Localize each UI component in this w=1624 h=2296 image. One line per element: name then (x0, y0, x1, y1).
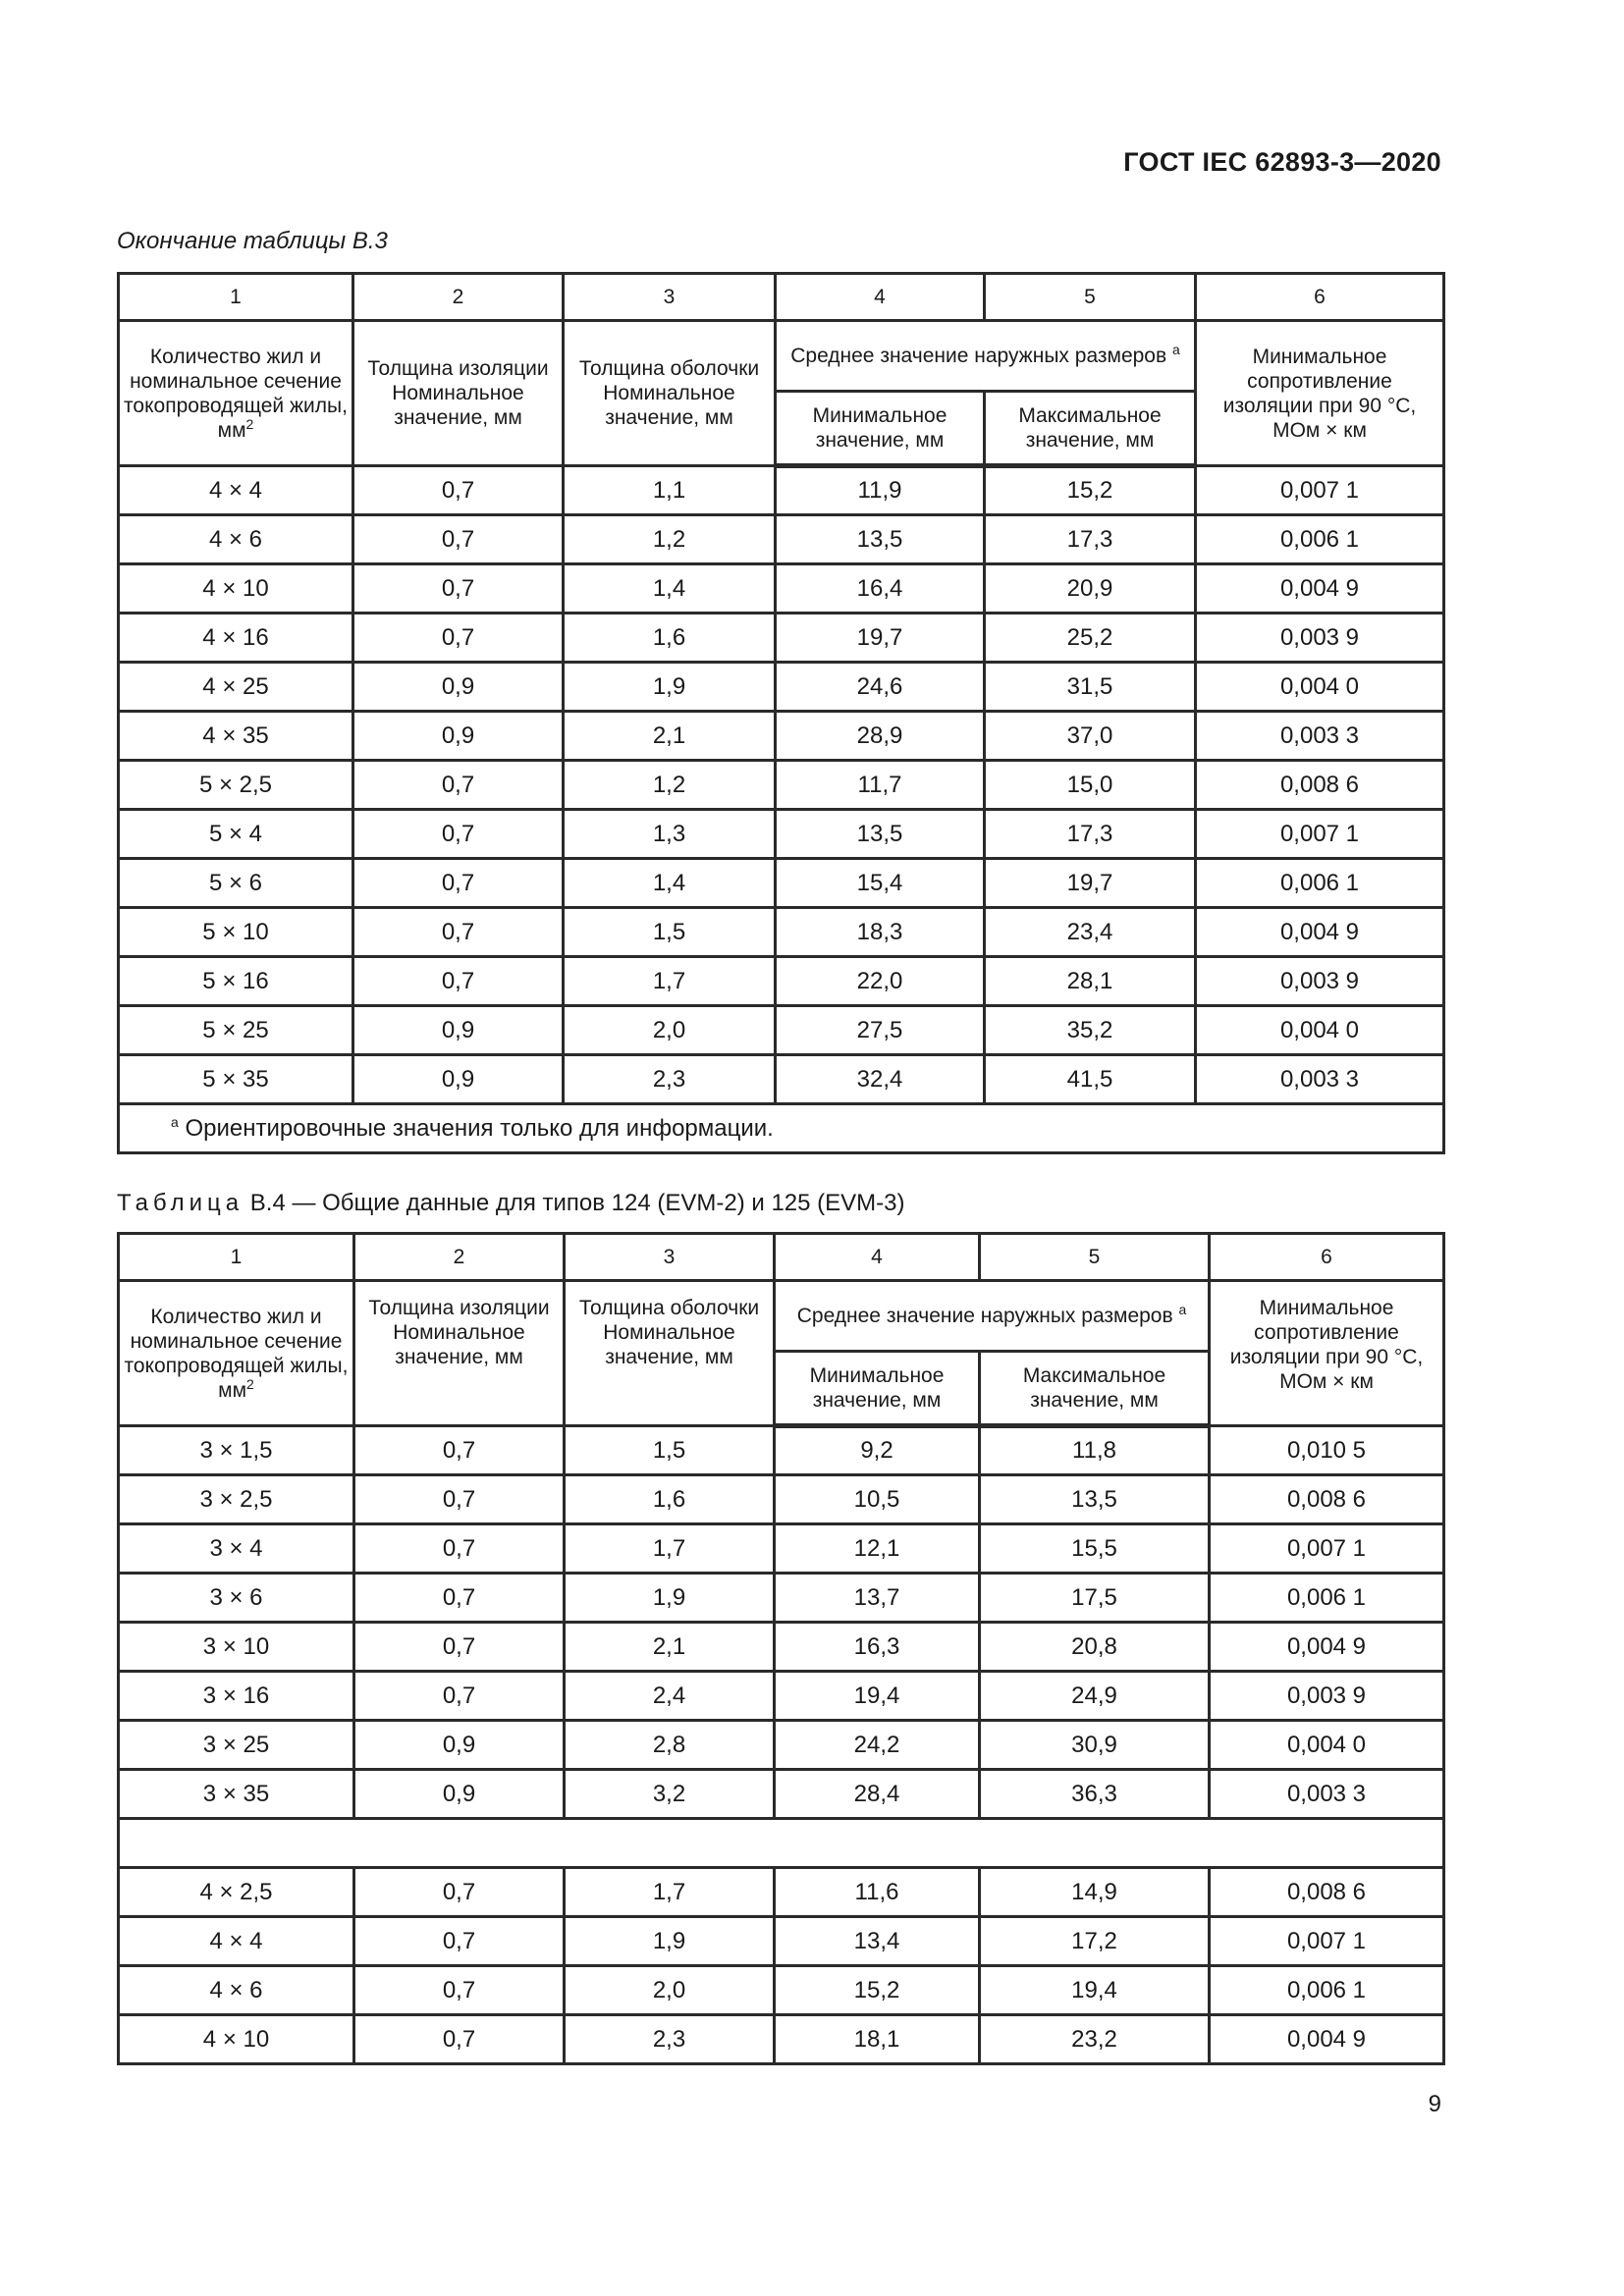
cell: 36,3 (980, 1770, 1210, 1819)
cell: 4 × 2,5 (119, 1868, 354, 1917)
cell: 19,4 (980, 1966, 1210, 2015)
cell: 15,2 (985, 466, 1196, 515)
cell: 13,7 (775, 1574, 980, 1623)
cell: 0,007 1 (1196, 810, 1444, 859)
cell: 11,8 (980, 1426, 1210, 1475)
cell: 0,003 3 (1196, 1055, 1444, 1104)
col-number: 6 (1196, 274, 1444, 321)
cell: 5 × 25 (119, 1006, 353, 1055)
cell: 0,7 (353, 614, 564, 663)
cell: 0,7 (353, 564, 564, 614)
cell: 0,003 3 (1210, 1770, 1444, 1819)
cell: 3 × 25 (119, 1721, 354, 1770)
cell: 9,2 (775, 1426, 980, 1475)
cell: 0,008 6 (1210, 1868, 1444, 1917)
col-number: 4 (776, 274, 985, 321)
cell: 23,2 (980, 2015, 1210, 2064)
cell: 1,1 (564, 466, 776, 515)
col-number: 1 (119, 1234, 354, 1281)
header-max: Максимальное значение, мм (980, 1352, 1210, 1426)
cell: 2,0 (564, 1006, 776, 1055)
cell: 17,3 (985, 515, 1196, 564)
table-row (119, 2015, 1444, 2064)
header-resistance: Минимальное сопротивление изоляции при 90 °C, МОм × км (1196, 321, 1444, 466)
table-row (119, 1475, 1444, 1524)
cell: 2,3 (564, 1055, 776, 1104)
cell: 0,7 (353, 515, 564, 564)
cell: 2,4 (565, 1672, 775, 1721)
cell: 18,1 (775, 2015, 980, 2064)
header-outer-average: Среднее значение наружных размеров $^a$ (776, 321, 1196, 392)
cell: 0,004 0 (1196, 1006, 1444, 1055)
table-row (119, 466, 1444, 515)
cell: 22,0 (776, 957, 985, 1006)
cell: 0,7 (353, 957, 564, 1006)
cell: 0,9 (354, 1770, 565, 1819)
table-row (119, 957, 1444, 1006)
cell: 4 × 6 (119, 515, 353, 564)
cell: 4 × 16 (119, 614, 353, 663)
table-row (119, 1917, 1444, 1966)
header-row (119, 1281, 1444, 1352)
cell: 17,5 (980, 1574, 1210, 1623)
cell: 1,7 (565, 1868, 775, 1917)
header-outer-average: Среднее значение наружных размеров $^a$ (775, 1281, 1210, 1352)
cell: 32,4 (776, 1055, 985, 1104)
header-sheath: Толщина оболочки Номинальное значение, мм (564, 321, 776, 466)
col-number: 1 (119, 274, 353, 321)
footnote-row (119, 1104, 1444, 1153)
cell: 3,2 (565, 1770, 775, 1819)
table-row (119, 1721, 1444, 1770)
header-count-section: Количество жил и номинальное сечение токопроводящей жилы, $мм^2$ (119, 1281, 354, 1426)
cell: 0,004 9 (1210, 1623, 1444, 1672)
cell: 12,1 (775, 1524, 980, 1574)
cell: 17,2 (980, 1917, 1210, 1966)
cell: 0,008 6 (1210, 1475, 1444, 1524)
cell: 14,9 (980, 1868, 1210, 1917)
table-row (119, 1770, 1444, 1819)
cell: 28,4 (775, 1770, 980, 1819)
cell: 16,4 (776, 564, 985, 614)
cell: 13,4 (775, 1917, 980, 1966)
table-row (119, 1006, 1444, 1055)
cell: 20,8 (980, 1623, 1210, 1672)
cell: 3 × 2,5 (119, 1475, 354, 1524)
cell: 19,7 (985, 859, 1196, 908)
cell: 1,6 (565, 1475, 775, 1524)
table-row (119, 1055, 1444, 1104)
header-max: Максимальное значение, мм (985, 392, 1196, 466)
cell: 3 × 6 (119, 1574, 354, 1623)
header-count-section: Количество жил и номинальное сечение токопроводящей жилы, $мм^2$ (119, 321, 353, 466)
col-number: 2 (353, 274, 564, 321)
cell: 0,7 (354, 1574, 565, 1623)
cell: 1,2 (564, 515, 776, 564)
cell: 23,4 (985, 908, 1196, 957)
cell: 0,004 9 (1196, 908, 1444, 957)
blank-cell (119, 1819, 1444, 1868)
cell: 0,7 (354, 1524, 565, 1574)
cell: 3 × 4 (119, 1524, 354, 1574)
cell: 4 × 10 (119, 564, 353, 614)
cell: 17,3 (985, 810, 1196, 859)
cell: 0,7 (354, 1623, 565, 1672)
cell: 24,9 (980, 1672, 1210, 1721)
cell: 28,9 (776, 712, 985, 761)
cell: 0,004 0 (1196, 663, 1444, 712)
cell: 0,006 1 (1196, 859, 1444, 908)
table-b4 (117, 1232, 1445, 2065)
cell: 0,7 (354, 1475, 565, 1524)
cell: 4 × 25 (119, 663, 353, 712)
col-number: 3 (565, 1234, 775, 1281)
header-insulation: Толщина изоляции Номинальное значение, мм (354, 1281, 565, 1426)
cell: 24,6 (776, 663, 985, 712)
col-number: 2 (354, 1234, 565, 1281)
table-row (119, 810, 1444, 859)
cell: 13,5 (980, 1475, 1210, 1524)
cell: 5 × 35 (119, 1055, 353, 1104)
cell: 0,9 (354, 1721, 565, 1770)
cell: 1,6 (564, 614, 776, 663)
table-row (119, 564, 1444, 614)
cell: 2,8 (565, 1721, 775, 1770)
cell: 0,007 1 (1210, 1917, 1444, 1966)
cell: 5 × 4 (119, 810, 353, 859)
table-row (119, 859, 1444, 908)
cell: 15,0 (985, 761, 1196, 810)
cell: 0,7 (354, 1917, 565, 1966)
cell: 1,4 (564, 564, 776, 614)
cell: 30,9 (980, 1721, 1210, 1770)
cell: 1,2 (564, 761, 776, 810)
col-number: 4 (775, 1234, 980, 1281)
cell: 3 × 1,5 (119, 1426, 354, 1475)
cell: 4 × 35 (119, 712, 353, 761)
table-row (119, 908, 1444, 957)
cell: 3 × 16 (119, 1672, 354, 1721)
cell: 0,003 3 (1196, 712, 1444, 761)
cell: 1,3 (564, 810, 776, 859)
cell: 0,9 (353, 663, 564, 712)
cell: 1,9 (564, 663, 776, 712)
cell: 2,1 (564, 712, 776, 761)
cell: 0,010 5 (1210, 1426, 1444, 1475)
cell: 2,1 (565, 1623, 775, 1672)
col-number: 6 (1210, 1234, 1444, 1281)
header-sheath: Толщина оболочки Номинальное значение, мм (565, 1281, 775, 1426)
table-row (119, 1623, 1444, 1672)
cell: 37,0 (985, 712, 1196, 761)
cell: 0,006 1 (1210, 1966, 1444, 2015)
cell: 1,4 (564, 859, 776, 908)
cell: 0,7 (353, 908, 564, 957)
cell: 27,5 (776, 1006, 985, 1055)
cell: 1,7 (565, 1524, 775, 1574)
cell: 4 × 6 (119, 1966, 354, 2015)
table-b3-caption: Окончание таблицы В.3 (117, 228, 388, 254)
cell: 1,5 (565, 1426, 775, 1475)
cell: 1,9 (565, 1574, 775, 1623)
header-min: Минимальное значение, мм (776, 392, 985, 466)
table-row (119, 614, 1444, 663)
cell: 0,7 (353, 761, 564, 810)
cell: 1,5 (564, 908, 776, 957)
cell: 0,004 9 (1196, 564, 1444, 614)
table-row (119, 761, 1444, 810)
cell: 0,003 9 (1196, 614, 1444, 663)
cell: 5 × 10 (119, 908, 353, 957)
cell: 24,2 (775, 1721, 980, 1770)
cell: 2,3 (565, 2015, 775, 2064)
cell: 25,2 (985, 614, 1196, 663)
cell: 10,5 (775, 1475, 980, 1524)
table-row (119, 1524, 1444, 1574)
table-row (119, 515, 1444, 564)
cell: 0,9 (353, 712, 564, 761)
cell: 0,9 (353, 1055, 564, 1104)
page-number: 9 (1428, 2091, 1441, 2117)
cell: 19,7 (776, 614, 985, 663)
cell: 1,9 (565, 1917, 775, 1966)
cell: 41,5 (985, 1055, 1196, 1104)
cell: 0,007 1 (1196, 466, 1444, 515)
cell: 13,5 (776, 810, 985, 859)
header-min: Минимальное значение, мм (775, 1352, 980, 1426)
table-row (119, 1966, 1444, 2015)
cell: 15,2 (775, 1966, 980, 2015)
cell: 0,003 9 (1196, 957, 1444, 1006)
table-row (119, 712, 1444, 761)
cell: 20,9 (985, 564, 1196, 614)
cell: 28,1 (985, 957, 1196, 1006)
cell: 0,004 0 (1210, 1721, 1444, 1770)
column-number-row (119, 1234, 1444, 1281)
col-number: 5 (985, 274, 1196, 321)
cell: 5 × 6 (119, 859, 353, 908)
table-b3-footnote: $^a$ Ориентировочные значения только для информации. (119, 1104, 1444, 1153)
cell: 2,0 (565, 1966, 775, 2015)
cell: 4 × 4 (119, 466, 353, 515)
header-resistance: Минимальное сопротивление изоляции при 90 °C, МОм × км (1210, 1281, 1444, 1426)
cell: 0,004 9 (1210, 2015, 1444, 2064)
table-row (119, 1426, 1444, 1475)
table-b3 (117, 272, 1445, 1154)
col-number: 5 (980, 1234, 1210, 1281)
header-insulation: Толщина изоляции Номинальное значение, мм (353, 321, 564, 466)
cell: 0,7 (353, 810, 564, 859)
cell: 31,5 (985, 663, 1196, 712)
cell: 0,7 (354, 1966, 565, 2015)
cell: 0,008 6 (1196, 761, 1444, 810)
cell: 0,7 (354, 1868, 565, 1917)
table-row (119, 1574, 1444, 1623)
cell: 11,6 (775, 1868, 980, 1917)
table-b4-caption: Таблица В.4 — Общие данные для типов 124 (EVM-2) и 125 (EVM-3) (117, 1190, 905, 1216)
cell: 0,7 (354, 2015, 565, 2064)
cell: 0,7 (353, 859, 564, 908)
column-number-row (119, 274, 1444, 321)
cell: 0,003 9 (1210, 1672, 1444, 1721)
col-number: 3 (564, 274, 776, 321)
document-id: ГОСТ IEC 62893-3—2020 (1123, 147, 1441, 177)
cell: 11,7 (776, 761, 985, 810)
cell: 0,7 (354, 1426, 565, 1475)
cell: 15,5 (980, 1524, 1210, 1574)
cell: 16,3 (775, 1623, 980, 1672)
cell: 1,7 (564, 957, 776, 1006)
cell: 4 × 4 (119, 1917, 354, 1966)
cell: 0,006 1 (1210, 1574, 1444, 1623)
table-row (119, 663, 1444, 712)
table-row (119, 1672, 1444, 1721)
cell: 0,006 1 (1196, 515, 1444, 564)
header-row (119, 321, 1444, 392)
cell: 0,7 (354, 1672, 565, 1721)
cell: 0,9 (353, 1006, 564, 1055)
table-row (119, 1868, 1444, 1917)
cell: 4 × 10 (119, 2015, 354, 2064)
cell: 5 × 16 (119, 957, 353, 1006)
cell: 0,7 (353, 466, 564, 515)
cell: 19,4 (775, 1672, 980, 1721)
cell: 13,5 (776, 515, 985, 564)
cell: 5 × 2,5 (119, 761, 353, 810)
cell: 18,3 (776, 908, 985, 957)
cell: 0,007 1 (1210, 1524, 1444, 1574)
cell: 35,2 (985, 1006, 1196, 1055)
cell: 3 × 10 (119, 1623, 354, 1672)
cell: 15,4 (776, 859, 985, 908)
cell: 11,9 (776, 466, 985, 515)
cell: 3 × 35 (119, 1770, 354, 1819)
blank-row (119, 1819, 1444, 1868)
